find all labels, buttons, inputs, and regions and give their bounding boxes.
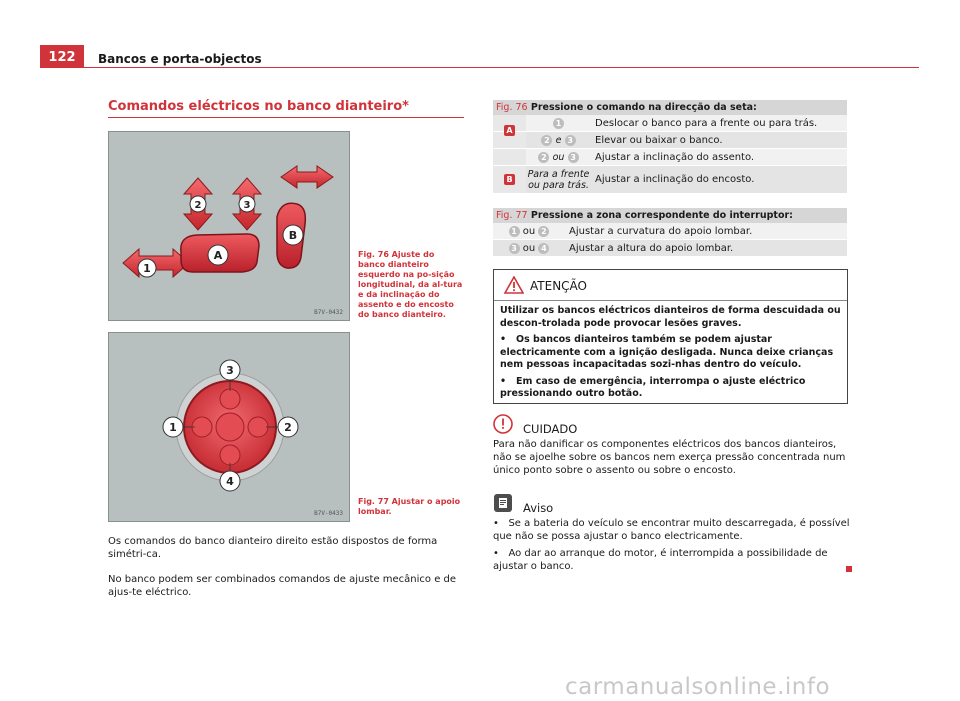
table-row: B Para a frente ou para trás. Ajustar a inclinação do encosto. [493,166,847,194]
warning-triangle-icon [504,276,524,294]
group-a-marker: A [504,125,515,136]
group-b-marker: B [504,174,515,185]
table-row: 2 ou 3 Ajustar a inclinação do assento. [493,149,847,166]
notice-bullet: • Ao dar ao arranque do motor, é interrompida a possibilidade de ajustar o banco. [493,548,828,572]
notice-title: Aviso [523,501,554,515]
label-1 [138,259,156,277]
figure-76 [108,131,350,321]
end-of-section-mark [846,566,852,572]
section-rule [108,117,464,118]
section-title: Comandos eléctricos no banco dianteiro* [108,99,409,114]
arrow-backrest [281,166,333,188]
svg-text:3: 3 [243,200,251,211]
label-3 [239,196,255,212]
table-heading: Fig. 77 Pressione a zona correspondente do interruptor: [493,208,847,223]
svg-text:1: 1 [143,262,151,275]
svg-text:2: 2 [284,421,292,434]
notice-text [493,517,853,577]
svg-text:3: 3 [226,364,234,377]
label-a [208,245,228,265]
svg-text:1: 1 [169,421,177,434]
figure-77-caption: Fig. 77 Ajustar o apoio lombar. [358,497,461,516]
table-row: 1 ou 2 Ajustar a curvatura do apoio lombar. [493,223,847,240]
label-1 [163,417,183,437]
body-paragraph: No banco podem ser combinados comandos de ajuste mecânico e de ajus-te eléctrico. [108,574,457,598]
label-3 [220,360,240,380]
figure-77 [108,332,350,522]
svg-text:A: A [213,249,223,262]
body-paragraph: Os comandos do banco dianteiro direito estão dispostos de forma simétri-ca. [108,536,438,560]
caution-icon [493,414,513,434]
svg-text:B: B [288,229,298,242]
header-rule [84,67,919,68]
watermark: carmanualsonline.info [565,674,831,700]
warning-body [500,305,841,405]
svg-text:2: 2 [194,200,202,211]
table-row: 1 Deslocar o banco para a frente ou para trás. [493,115,847,132]
notice-bullet: • Se a bateria do veículo se encontrar muito descarregada, é possível que não se possa ajustar o banco electricamente. [493,518,850,542]
label-4 [220,471,240,491]
warning-bullet: • Os bancos dianteiros também se podem ajustar electricamente com a ignição desligada. Nunca deixe crianças nem pessoas incapacitadas sozi-nhas dentro do veículo. [500,334,834,370]
table-row: A 2 e 3 Elevar ou baixar o banco. [493,132,847,149]
warning-bullet: • Em caso de emergência, interrompa o ajuste eléctrico pressionando outro botão. [500,375,806,399]
arrow-1-longitudinal [123,249,189,277]
lumbar-switch-illustration [109,333,350,522]
warning-header [494,270,847,301]
caution-text: Para não danificar os componentes eléctricos dos bancos dianteiros, não se ajoelhe sobre os bancos nem exerça pressão concentrada num único ponto sobre o assento ou sobre o encosto. [493,439,846,476]
table-heading: Fig. 76 Pressione o comando na direcção da seta: [493,100,847,115]
notice-icon [493,493,513,513]
chapter-title: Bancos e porta-objectos [98,52,262,66]
caution-title: CUIDADO [523,422,578,436]
label-b [283,225,303,245]
figure-code: B7V-0433 [314,510,343,517]
warning-box [493,269,848,404]
warning-title: ATENÇÃO [530,279,587,293]
table-fig-76 [493,100,847,194]
figure-76-caption: Fig. 76 Ajuste do banco dianteiro esquerdo na po-sição longitudinal, da al-tura e da inclinação do assento e do encosto do banco dianteiro. [358,250,463,319]
svg-text:4: 4 [226,475,234,488]
page-number: 122 [48,50,76,65]
warning-paragraph: Utilizar os bancos eléctricos dianteiros de forma descuidada ou descon-trolada pode provocar lesões graves. [500,305,841,329]
figure-code: B7V-0432 [314,309,343,316]
table-row: 3 ou 4 Ajustar a altura do apoio lombar. [493,240,847,257]
label-2 [278,417,298,437]
label-2 [190,196,206,212]
table-fig-77 [493,208,847,257]
seat-controls-illustration [109,132,350,321]
